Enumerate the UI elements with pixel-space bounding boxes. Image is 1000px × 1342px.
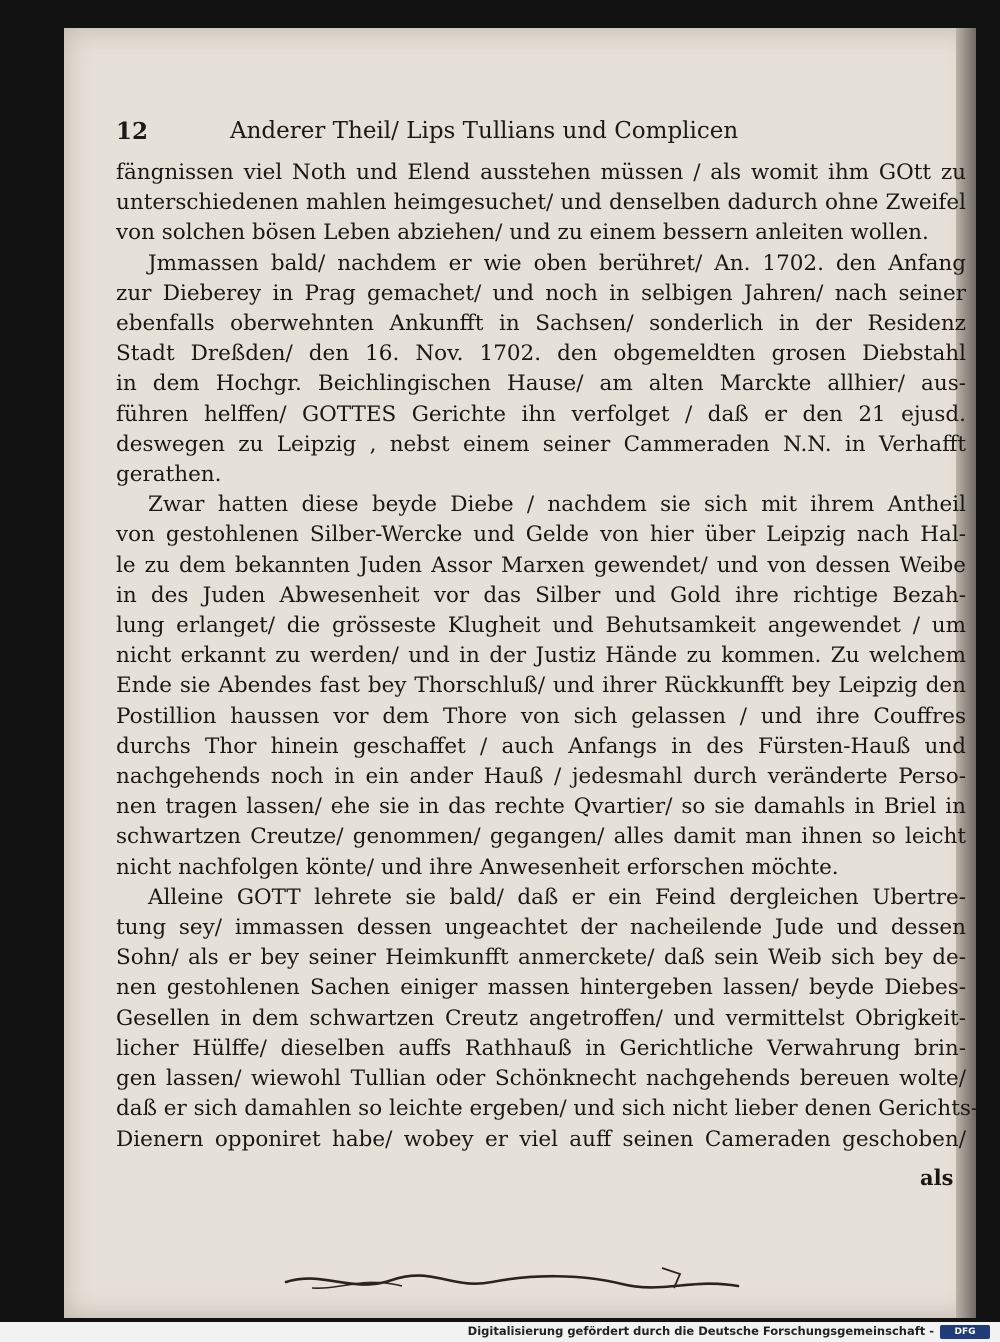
text-line: fängnissen viel Noth und Elend ausstehen müssen / als womit ihm GOtt zu	[116, 160, 966, 185]
text-line: nicht nachfolgen könte/ und ihre Anwesenheit erforschen möchte.	[116, 854, 839, 880]
ink-flourish	[282, 1260, 742, 1298]
text-line: gerathen.	[116, 462, 222, 488]
text-line: deswegen zu Leipzig , nebst einem seiner Cammeraden N.N. in Verhafft	[116, 431, 966, 457]
text-line: le zu dem bekannten Juden Assor Marxen gewendet/ und von dessen Weibe	[116, 552, 966, 578]
text-line: nen gestohlenen Sachen einiger massen hintergeben lassen/ beyde Diebes-	[116, 975, 966, 1001]
text-line: licher Hülffe/ dieselben auffs Rathhauß in Gerichtliche Verwahrung brin-	[116, 1035, 966, 1061]
text-line: ebenfalls oberwehnten Ankunfft in Sachsen/ sonderlich in der Residenz	[116, 311, 966, 337]
text-line: Stadt Dreßden/ den 16. Nov. 1702. den obgemeldten grosen Diebstahl	[116, 341, 966, 367]
dfg-logo: DFG	[940, 1325, 990, 1339]
text-line: tung sey/ immassen dessen ungeachtet der nacheilende Jude und dessen	[116, 915, 966, 941]
funding-credit: Digitalisierung gefördert durch die Deutsche Forschungsgemeinschaft -	[467, 1324, 934, 1338]
text-line: von solchen bösen Leben abziehen/ und zu einem bessern anleiten wollen.	[116, 220, 929, 246]
text-line: Jmmassen bald/ nachdem er wie oben berühret/ An. 1702. den Anfang	[148, 250, 966, 276]
text-line: Gesellen in dem schwartzen Creutz angetroffen/ und vermittelst Obrigkeit-	[116, 1005, 966, 1031]
text-line: schwartzen Creutze/ genommen/ gegangen/ alles damit man ihnen so leicht	[116, 824, 966, 850]
catchword: als	[920, 1165, 954, 1190]
text-line: nen tragen lassen/ ehe sie in das rechte Qvartier/ so sie damahls in Briel in	[116, 794, 966, 820]
text-line: führen helffen/ GOTTES Gerichte ihn verfolget / daß er den 21 ejusd.	[116, 401, 966, 427]
footer-bar	[0, 1322, 1000, 1342]
text-line: Postillion haussen vor dem Thore von sich gelassen / und ihre Couffres	[116, 703, 966, 729]
text-line: Ende sie Abendes fast bey Thorschluß/ und ihrer Rückkunfft bey Leipzig den	[116, 673, 966, 699]
text-line: nicht erkannt zu werden/ und in der Justiz Hände zu kommen. Zu welchem	[116, 643, 966, 669]
text-line: von gestohlenen Silber-Wercke und Gelde von hier über Leipzig nach Hal-	[116, 522, 966, 548]
text-line: zur Dieberey in Prag gemachet/ und noch in selbigen Jahren/ nach seiner	[116, 280, 966, 306]
text-line: Alleine GOTT lehrete sie bald/ daß er ein Feind dergleichen Ubertre-	[148, 884, 966, 910]
body-text	[116, 158, 979, 1155]
running-title: Anderer Theil/ Lips Tullians und Complicen	[230, 118, 739, 144]
text-line: nachgehends noch in ein ander Hauß / jedesmahl durch veränderte Perso-	[116, 764, 966, 790]
text-line: Zwar hatten diese beyde Diebe / nachdem sie sich mit ihrem Antheil	[148, 492, 966, 518]
text-line: Sohn/ als er bey seiner Heimkunfft anmerckete/ daß sein Weib sich bey de-	[116, 945, 966, 971]
page-number: 12	[116, 118, 149, 145]
text-line: in des Juden Abwesenheit vor das Silber und Gold ihre richtige Bezah-	[116, 582, 966, 608]
text-line: durchs Thor hinein geschaffet / auch Anfangs in des Fürsten-Hauß und	[116, 733, 966, 759]
text-line: daß er sich damahlen so leichte ergeben/ und sich nicht lieber denen Gerichts-	[116, 1096, 979, 1122]
text-line: unterschiedenen mahlen heimgesuchet/ und denselben dadurch ohne Zweifel	[116, 190, 966, 216]
text-line: Dienern opponiret habe/ wobey er viel auff seinen Cameraden geschoben/	[116, 1126, 966, 1152]
text-line: gen lassen/ wiewohl Tullian oder Schönknecht nachgehends bereuen wolte/	[116, 1066, 966, 1092]
text-line: in dem Hochgr. Beichlingischen Hause/ am alten Marckte allhier/ aus-	[116, 371, 966, 397]
text-line: lung erlanget/ die grösseste Klugheit und Behutsamkeit angewendet / um	[116, 613, 966, 639]
